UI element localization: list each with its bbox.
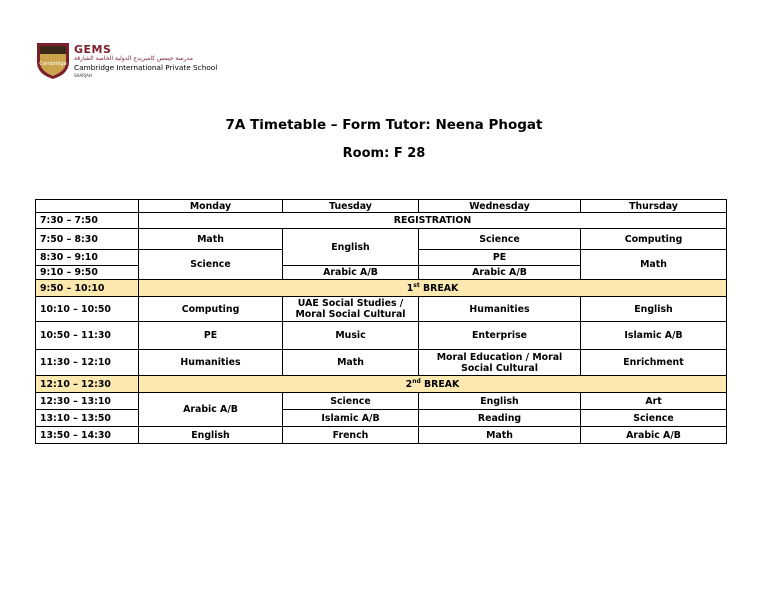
registration-cell: REGISTRATION [139,213,727,229]
lesson-cell: French [283,427,419,444]
lesson-cell: Enterprise [419,322,581,350]
time-cell: 7:30 – 7:50 [36,213,139,229]
lesson-cell: Islamic A/B [283,410,419,427]
lesson-cell: English [283,229,419,266]
lesson-cell [419,350,581,376]
day-header-monday: Monday [139,200,283,213]
lesson-cell: PE [419,250,581,266]
lesson-cell: Math [139,229,283,250]
lesson-cell: Enrichment [581,350,727,376]
room-label: Room: F 28 [342,146,426,161]
svg-text:Cambridge: Cambridge [39,61,67,67]
lesson-line: Moral Social Cultural [295,309,406,320]
table-row [36,229,727,250]
break-cell [139,376,727,393]
break-label: BREAK [420,378,460,390]
time-cell: 13:10 – 13:50 [36,410,139,427]
table-row [36,350,727,376]
break-row [36,376,727,393]
table-row [36,213,727,229]
lesson-cell: PE [139,322,283,350]
lesson-cell: Arabic A/B [419,266,581,280]
break-number: 1 [406,282,414,294]
lesson-cell: English [419,393,581,410]
lesson-cell: Science [419,229,581,250]
school-logo [36,42,216,82]
lesson-cell: Arabic A/B [283,266,419,280]
lesson-line: Social Cultural [461,362,538,374]
time-cell: 10:50 – 11:30 [36,322,139,350]
lesson-cell: Math [419,427,581,444]
lesson-cell: Reading [419,410,581,427]
lesson-cell: Humanities [139,350,283,376]
break-ordinal: nd [412,377,421,385]
lesson-cell: Art [581,393,727,410]
lesson-cell: Music [283,322,419,350]
day-header-thursday: Thursday [581,200,727,213]
brand-name: GEMS [74,43,112,56]
break-label: BREAK [419,282,459,294]
table-row [36,297,727,322]
lesson-cell: Computing [581,229,727,250]
table-row [36,427,727,444]
break-number: 2 [405,378,413,390]
corner-cell [36,200,139,213]
lesson-cell: Arabic A/B [581,427,727,444]
day-header-tuesday: Tuesday [283,200,419,213]
break-ordinal: st [413,281,420,289]
table-row [36,393,727,410]
break-row [36,280,727,297]
lesson-cell: Science [283,393,419,410]
lesson-cell: English [581,297,727,322]
lesson-cell: Math [581,250,727,280]
day-header-wednesday: Wednesday [419,200,581,213]
lesson-cell: Humanities [419,297,581,322]
lesson-cell: Islamic A/B [581,322,727,350]
time-cell: 13:50 – 14:30 [36,427,139,444]
lesson-cell: Science [581,410,727,427]
time-cell: 7:50 – 8:30 [36,229,139,250]
lesson-line: UAE Social Studies / [297,298,404,309]
lesson-cell: English [139,427,283,444]
time-cell: 12:30 – 13:10 [36,393,139,410]
header-row [36,200,727,213]
lesson-cell: Computing [139,297,283,322]
school-arabic-name: مدرسة جيمس كامبريدج الدولية الخاصة الشارقة [74,55,193,62]
break-cell [139,280,727,297]
lesson-line: Moral Education / Moral [436,351,563,363]
time-cell: 8:30 – 9:10 [36,250,139,266]
timetable [35,199,727,444]
time-cell: 10:10 – 10:50 [36,297,139,322]
lesson-cell: Arabic A/B [139,393,283,427]
shield-crest-icon [36,42,70,80]
school-city: SHARJAH [74,73,92,78]
time-cell: 9:10 – 9:50 [36,266,139,280]
time-cell: 9:50 – 10:10 [36,280,139,297]
school-name: Cambridge International Private School [74,63,218,72]
lesson-cell [283,297,419,322]
time-cell: 12:10 – 12:30 [36,376,139,393]
lesson-cell: Math [283,350,419,376]
lesson-cell: Science [139,250,283,280]
table-row [36,322,727,350]
page-title: 7A Timetable – Form Tutor: Neena Phogat [225,117,543,133]
time-cell: 11:30 – 12:10 [36,350,139,376]
